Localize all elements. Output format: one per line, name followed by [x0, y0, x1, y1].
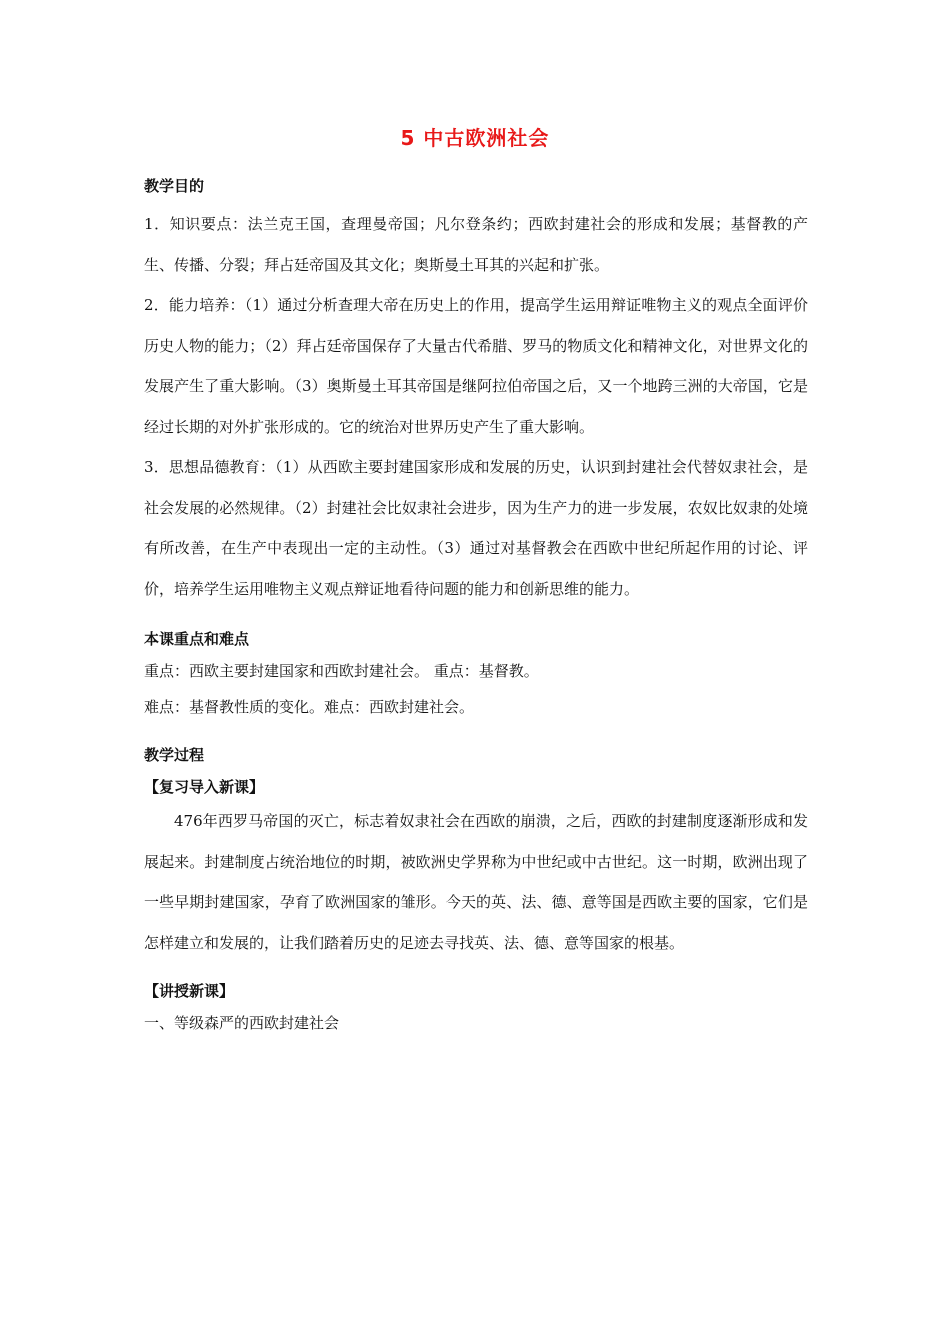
key-points: 重点：西欧主要封建国家和西欧封建社会。 重点：基督教。 — [144, 662, 539, 680]
objective-ability: 2．能力培养：（1）通过分析查理大帝在历史上的作用，提高学生运用辩证唯物主义的观点全面评价历史人物的能力；（2）拜占廷帝国保存了大量古代希腊、罗马的物质文化和精神文化，对世界文化的发展产生了重大影响。（3）奥斯曼土耳其帝国是继阿拉伯帝国之后，又一个地跨三洲的大帝国，它是经过长期的对外扩张形成的。它的统治对世界历史产生了重大影响。 — [144, 296, 808, 436]
objective-moral: 3．思想品德教育：（1）从西欧主要封建国家形成和发展的历史，认识到封建社会代替奴隶社会，是社会发展的必然规律。（2）封建社会比奴隶社会进步，因为生产力的进一步发展，农奴比奴隶的处境有所改善，在生产中表现出一定的主动性。（3）通过对基督教会在西欧中世纪所起作用的讨论、评价，培养学生运用唯物主义观点辩证地看待问题的能力和创新思维的能力。 — [144, 458, 808, 598]
review-heading: 【复习导入新课】 — [144, 778, 265, 796]
section-one-title: 一、等级森严的西欧封建社会 — [144, 1014, 340, 1032]
difficulties: 难点：基督教性质的变化。难点：西欧封建社会。 — [144, 698, 475, 716]
page-title: 5 中古欧洲社会 — [400, 126, 550, 150]
review-paragraph: 476年西罗马帝国的灭亡，标志着奴隶社会在西欧的崩溃，之后，西欧的封建制度逐渐形成和发展起来。封建制度占统治地位的时期，被欧洲史学界称为中世纪或中古世纪。这一时期，欧洲出现了一些早期封建国家，孕育了欧洲国家的雏形。今天的英、法、德、意等国是西欧主要的国家，它们是怎样建立和发展的，让我们踏着历史的足迹去寻找英、法、德、意等国家的根基。 — [144, 812, 808, 952]
document-body — [144, 172, 808, 1041]
focus-heading: 本课重点和难点 — [144, 630, 250, 648]
process-heading: 教学过程 — [144, 746, 205, 764]
objectives-heading: 教学目的 — [144, 177, 205, 195]
lecture-heading: 【讲授新课】 — [144, 982, 235, 1000]
objective-knowledge: 1．知识要点：法兰克王国，查理曼帝国；凡尔登条约；西欧封建社会的形成和发展；基督教的产生、传播、分裂；拜占廷帝国及其文化；奥斯曼土耳其的兴起和扩张。 — [144, 215, 808, 274]
